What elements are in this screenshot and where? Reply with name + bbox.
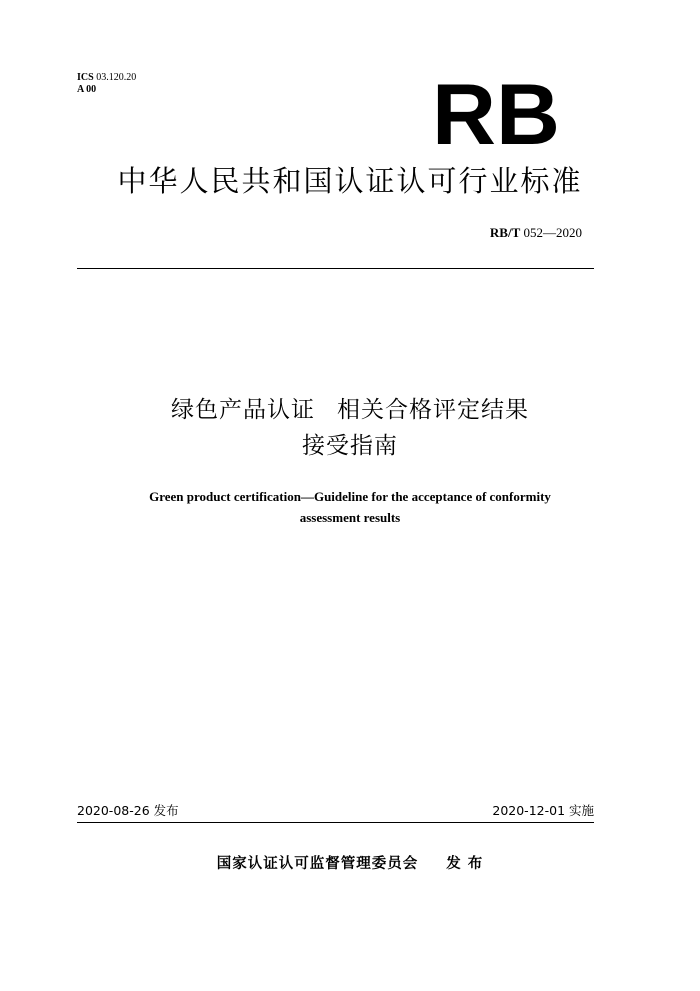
ics-line xyxy=(77,72,136,84)
title-chinese-part2: 相关合格评定结果 xyxy=(337,397,529,423)
title-chinese-line2: 接受指南 xyxy=(302,433,398,459)
top-divider xyxy=(77,268,594,269)
issuer xyxy=(0,852,700,873)
org-title: 中华人民共和国认证认可行业标准 xyxy=(117,164,583,198)
bottom-divider xyxy=(77,822,594,823)
title-chinese-line1 xyxy=(0,392,700,428)
rb-logo xyxy=(430,78,562,148)
rb-logo-text: RB xyxy=(432,78,560,148)
standard-code-number: 052—2020 xyxy=(523,225,582,240)
issuer-name: 国家认证认可监督管理委员会 xyxy=(216,856,419,872)
ccs-code: A 00 xyxy=(77,84,97,95)
ics-code: 03.120.20 xyxy=(96,72,137,83)
dates-row xyxy=(77,801,594,819)
standard-code xyxy=(490,225,582,241)
issuer-action: 发 布 xyxy=(446,856,484,872)
title-english-line2: assessment results xyxy=(299,510,401,525)
title-english xyxy=(0,486,700,528)
title-chinese-part1: 绿色产品认证 xyxy=(171,397,315,423)
title-english-line1: Green product certification—Guideline for the acceptance of conformity xyxy=(149,489,551,504)
standard-code-prefix: RB/T xyxy=(489,225,521,240)
title-chinese xyxy=(0,392,700,464)
implement-date: 2020-12-01 实施 xyxy=(492,803,594,818)
ics-label: ICS xyxy=(77,72,94,83)
publish-date: 2020-08-26 发布 xyxy=(77,803,179,818)
ics-block xyxy=(77,72,136,96)
